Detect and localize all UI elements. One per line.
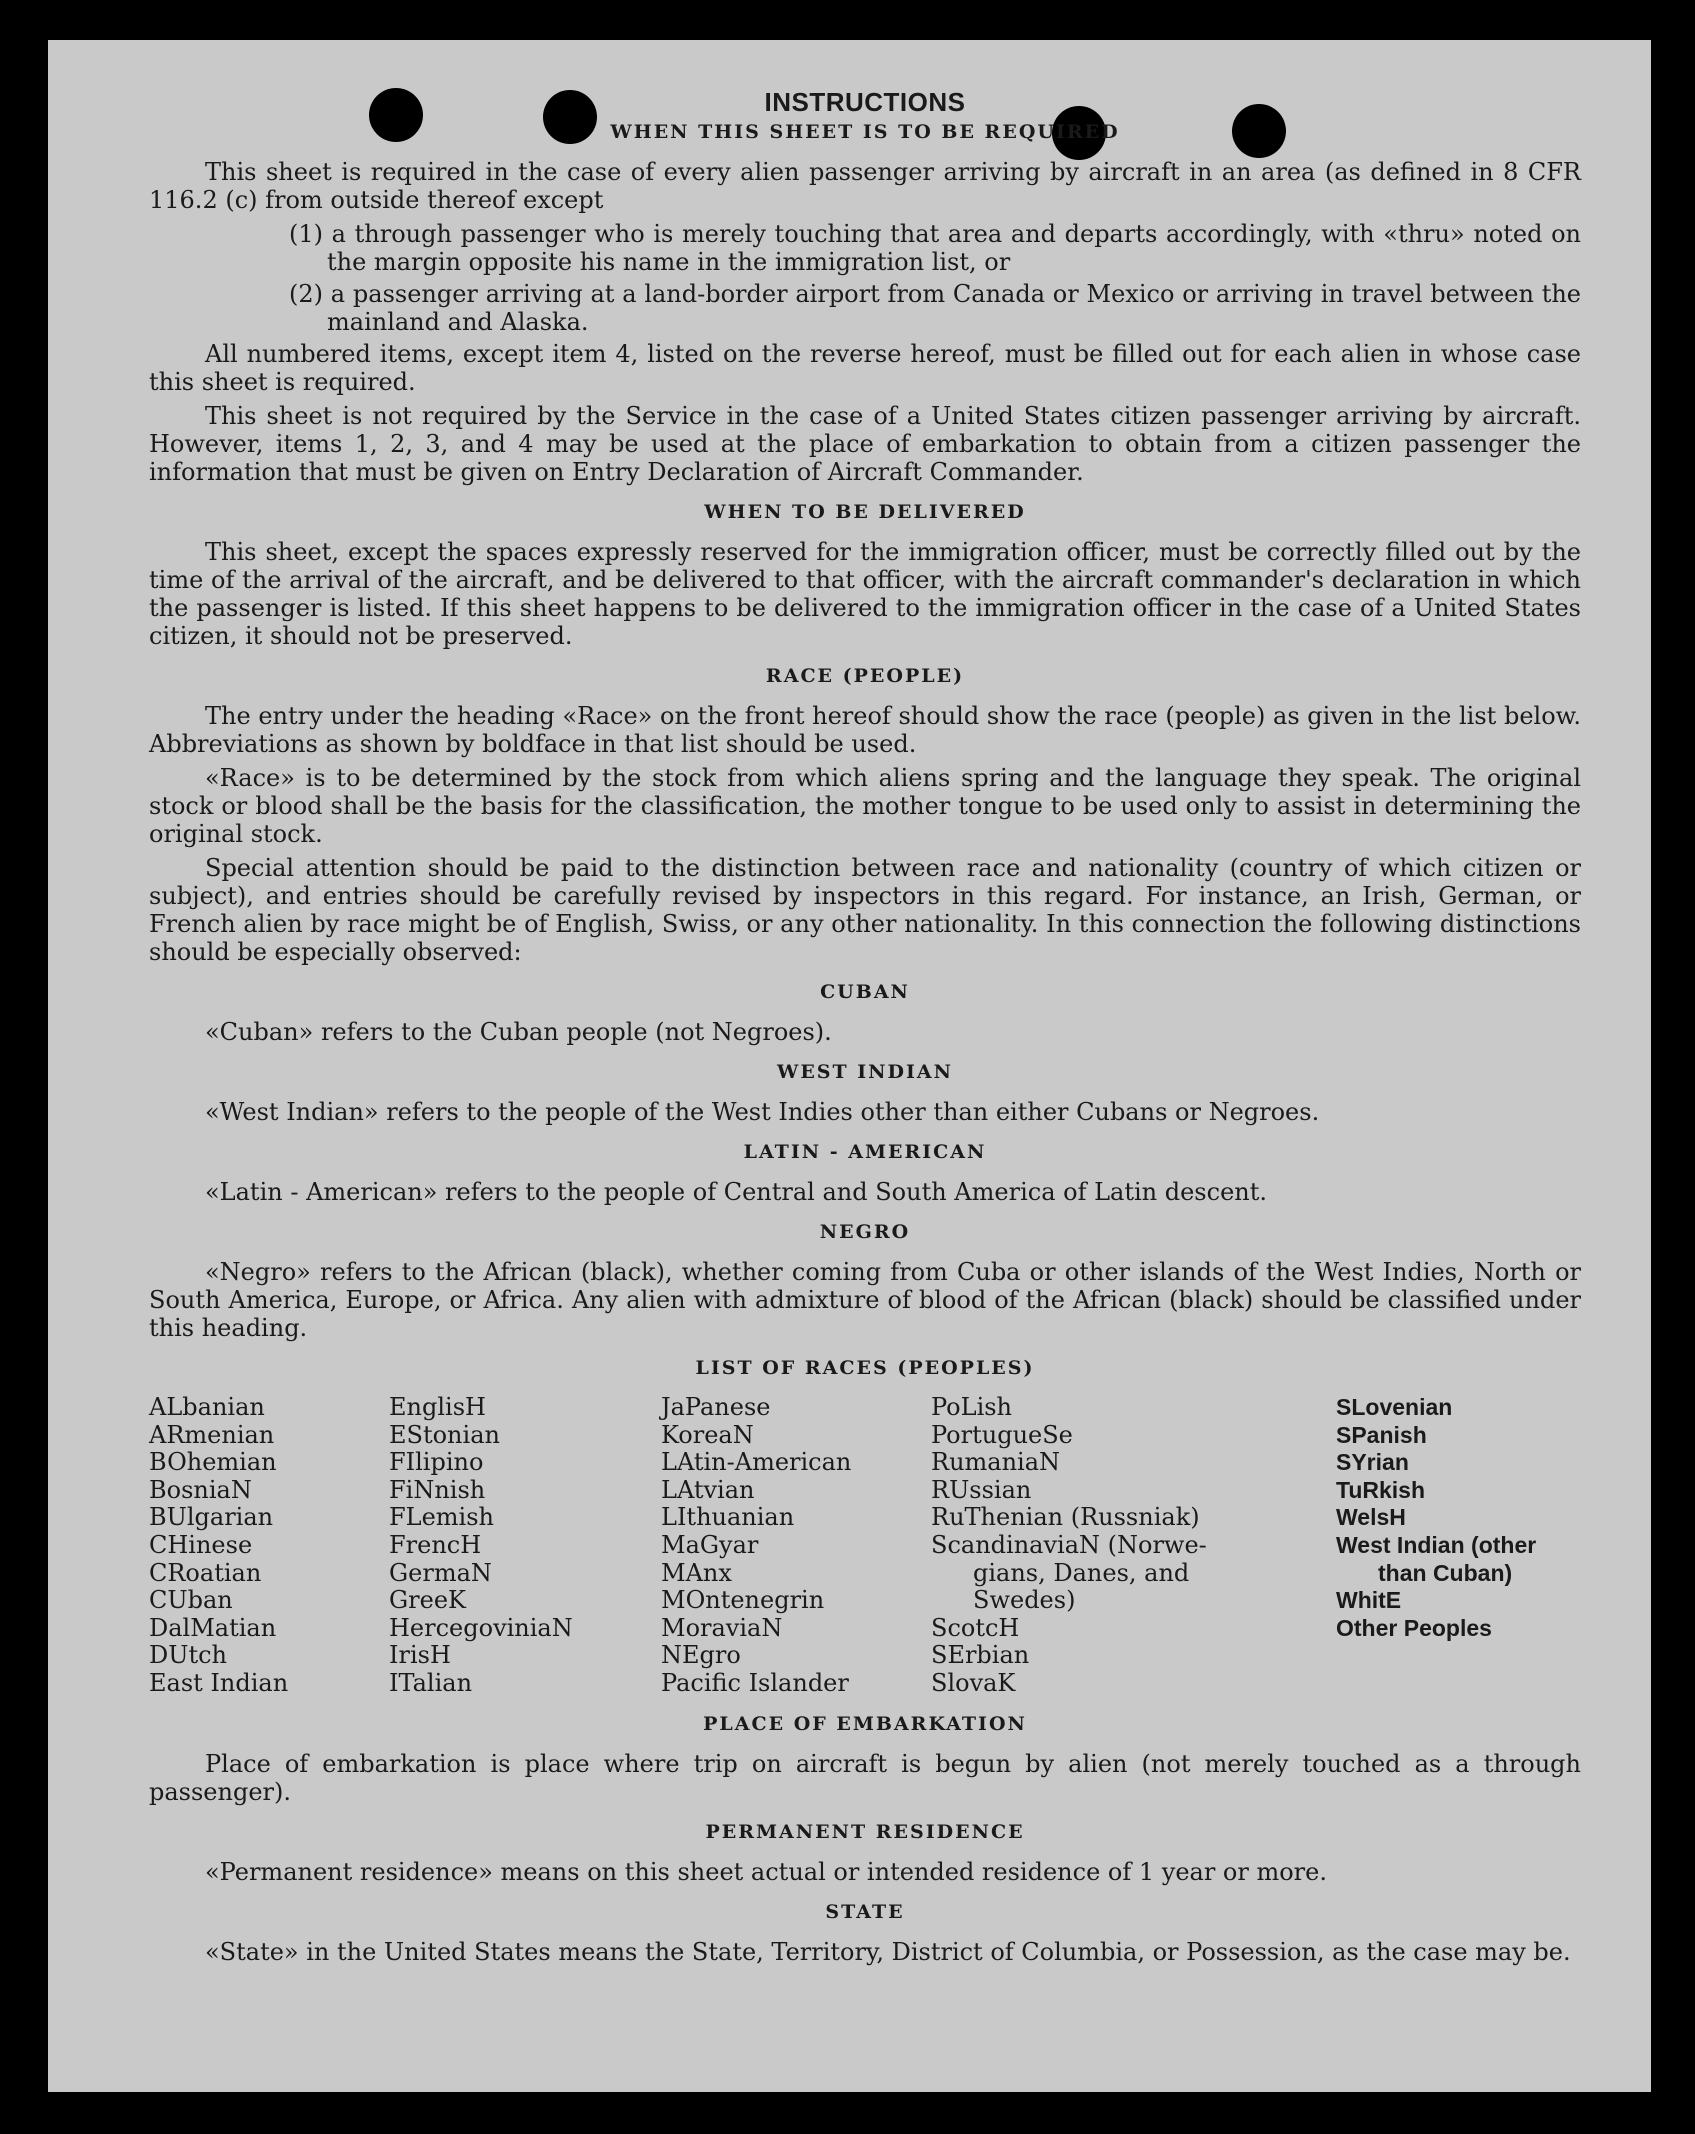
race-entry: FiNnish [389,1475,486,1504]
race-entry: DUtch [149,1641,228,1670]
race-entry: SLovenian [1336,1394,1453,1420]
race-entry-continued: than Cuban) [1378,1559,1513,1586]
race-entry: NEgro [661,1641,741,1670]
race-entry: ARmenian [149,1420,275,1449]
race-entry: MoraviaN [661,1613,783,1642]
race-entry: SlovaK [931,1668,1016,1697]
section-heading-state: STATE [825,1900,905,1923]
races-list [149,1394,1581,1698]
required-intro: This sheet is required in the case of every alien passenger arriving by aircraft in an area (as defined in 8 CFR 116.2 (c) from outside thereof except [149,158,1581,214]
section-heading-cuban: CUBAN [820,981,910,1003]
negro-text: «Negro» refers to the African (black), whether coming from Cuba or other islands of the West Indies, North or South America, Europe, or Africa. Any alien with admixture of blood of the African (black) should be classified under this heading. [149,1258,1581,1342]
race-entry: RUssian [931,1475,1032,1504]
section-heading-embarkation: PLACE OF EMBARKATION [703,1712,1027,1735]
race-entry: ScandinaviaN (Norwe- [931,1530,1207,1559]
race-entry: GreeK [389,1586,466,1615]
race-entry: SYrian [1336,1449,1409,1476]
section-heading-negro: NEGRO [819,1221,911,1243]
races-column-4 [931,1394,1336,1698]
race-entry: Pacific Islander [661,1668,849,1697]
race-entry: WelsH [1336,1504,1406,1531]
race-paragraph-1: The entry under the heading «Race» on the front hereof should show the race (people) as given in the list below. Abbreviations as shown by boldface in that list should be used. [149,702,1581,758]
race-entry-continued: Swedes) [973,1586,1076,1615]
instructions-content [149,88,1581,1972]
state-text: «State» in the United States means the State, Territory, District of Columbia, or Possession, as the case may be. [205,1937,1571,1966]
race-entry: PortugueSe [931,1420,1073,1449]
race-entry: EStonian [389,1420,500,1449]
races-column-2 [389,1394,661,1698]
race-entry: FIlipino [389,1448,484,1477]
race-paragraph-3: Special attention should be paid to the distinction between race and nationality (country of which citizen or subject), and entries should be carefully revised by inspectors in this regard. For instance, an Irish, German, or French alien by race might be of English, Swiss, or any other nationality. In this connection the following distinctions should be especially observed: [149,854,1581,966]
race-entry: FLemish [389,1503,494,1532]
race-entry: LIthuanian [661,1503,795,1532]
race-entry: KoreaN [661,1420,754,1449]
race-entry: BosniaN [149,1475,252,1504]
race-entry: MAnx [661,1558,732,1587]
races-column-5 [1336,1394,1581,1698]
race-entry: SPanish [1336,1421,1427,1448]
race-entry: MaGyar [661,1530,759,1559]
embarkation-text: Place of embarkation is place where trip on aircraft is begun by alien (not merely touched as a through passenger). [149,1749,1581,1806]
page-title: INSTRUCTIONS [764,87,966,117]
race-entry: PoLish [931,1393,1013,1421]
race-entry: LAtin-American [661,1448,852,1477]
delivered-text: This sheet, except the spaces expressly reserved for the immigration officer, must be correctly filled out by the time of the arrival of the aircraft, and be delivered to that officer, with the aircraft commander's declaration in which the passenger is listed. If this sheet happens to be delivered to the immigration officer in the case of a United States citizen, it should not be preserved. [149,538,1581,650]
race-entry: ScotcH [931,1613,1020,1642]
section-heading-west-indian: WEST INDIAN [776,1061,954,1083]
race-entry: CHinese [149,1530,253,1559]
section-heading-residence: PERMANENT RESIDENCE [705,1820,1025,1843]
race-entry: JaPanese [661,1393,771,1421]
race-entry: HercegoviniaN [389,1613,573,1642]
race-entry: Other Peoples [1336,1614,1492,1641]
races-column-3 [661,1394,931,1698]
west-indian-text: «West Indian» refers to the people of the West Indies other than either Cubans or Negroes. [205,1098,1320,1126]
race-entry: ITalian [389,1668,473,1697]
section-heading-latin-american: LATIN - AMERICAN [743,1141,987,1163]
residence-text: «Permanent residence» means on this sheet actual or intended residence of 1 year or more. [205,1857,1327,1886]
race-entry: MOntenegrin [661,1586,825,1615]
section-heading-race: RACE (PEOPLE) [765,665,965,687]
race-entry: BOhemian [149,1448,277,1477]
race-entry: DalMatian [149,1613,277,1642]
race-entry: CRoatian [149,1558,262,1587]
race-entry: FrencH [389,1530,482,1559]
cuban-text: «Cuban» refers to the Cuban people (not Negroes). [205,1018,832,1046]
document-sheet [48,40,1651,2092]
race-entry-continued: gians, Danes, and [973,1558,1190,1587]
races-column-1 [149,1394,389,1698]
race-entry: East Indian [149,1668,289,1697]
section-heading-list-of-races: LIST OF RACES (PEOPLES) [695,1357,1035,1379]
race-paragraph-2: «Race» is to be determined by the stock from which aliens spring and the language they speak. The original stock or blood shall be the basis for the classification, the mother tongue to be used only to assist in determining the original stock. [149,764,1581,848]
race-entry: West Indian (other [1336,1531,1537,1558]
race-entry: WhitE [1336,1587,1402,1614]
not-required-text: This sheet is not required by the Service in the case of a United States citizen passenger arriving by aircraft. However, items 1, 2, 3, and 4 may be used at the place of embarkation to obtain from a citizen passenger the information that must be given on Entry Declaration of Aircraft Commander. [149,402,1581,486]
section-heading-required: WHEN THIS SHEET IS TO BE REQUIRED [610,121,1120,143]
race-entry: GermaN [389,1558,492,1587]
section-heading-delivered: WHEN TO BE DELIVERED [704,501,1026,523]
race-entry: IrisH [389,1641,451,1670]
exception-1: (1) a through passenger who is merely touching that area and departs accordingly, with «thru» noted on the margin opposite his name in the immigration list, or [289,220,1581,276]
race-entry: ALbanian [149,1393,265,1421]
latin-american-text: «Latin - American» refers to the people of Central and South America of Latin descent. [205,1178,1267,1206]
race-entry: LAtvian [661,1475,755,1504]
race-entry: SErbian [931,1641,1030,1670]
race-entry: EnglisH [389,1393,486,1421]
race-entry: RuThenian (Russniak) [931,1503,1200,1532]
race-entry: TuRkish [1336,1476,1426,1503]
numbered-items-text: All numbered items, except item 4, listed on the reverse hereof, must be filled out for each alien in whose case this sheet is required. [149,340,1581,396]
exception-2: (2) a passenger arriving at a land-border airport from Canada or Mexico or arriving in travel between the mainland and Alaska. [289,280,1581,336]
race-entry: BUlgarian [149,1503,274,1532]
race-entry: CUban [149,1586,233,1615]
race-entry: RumaniaN [931,1448,1061,1477]
